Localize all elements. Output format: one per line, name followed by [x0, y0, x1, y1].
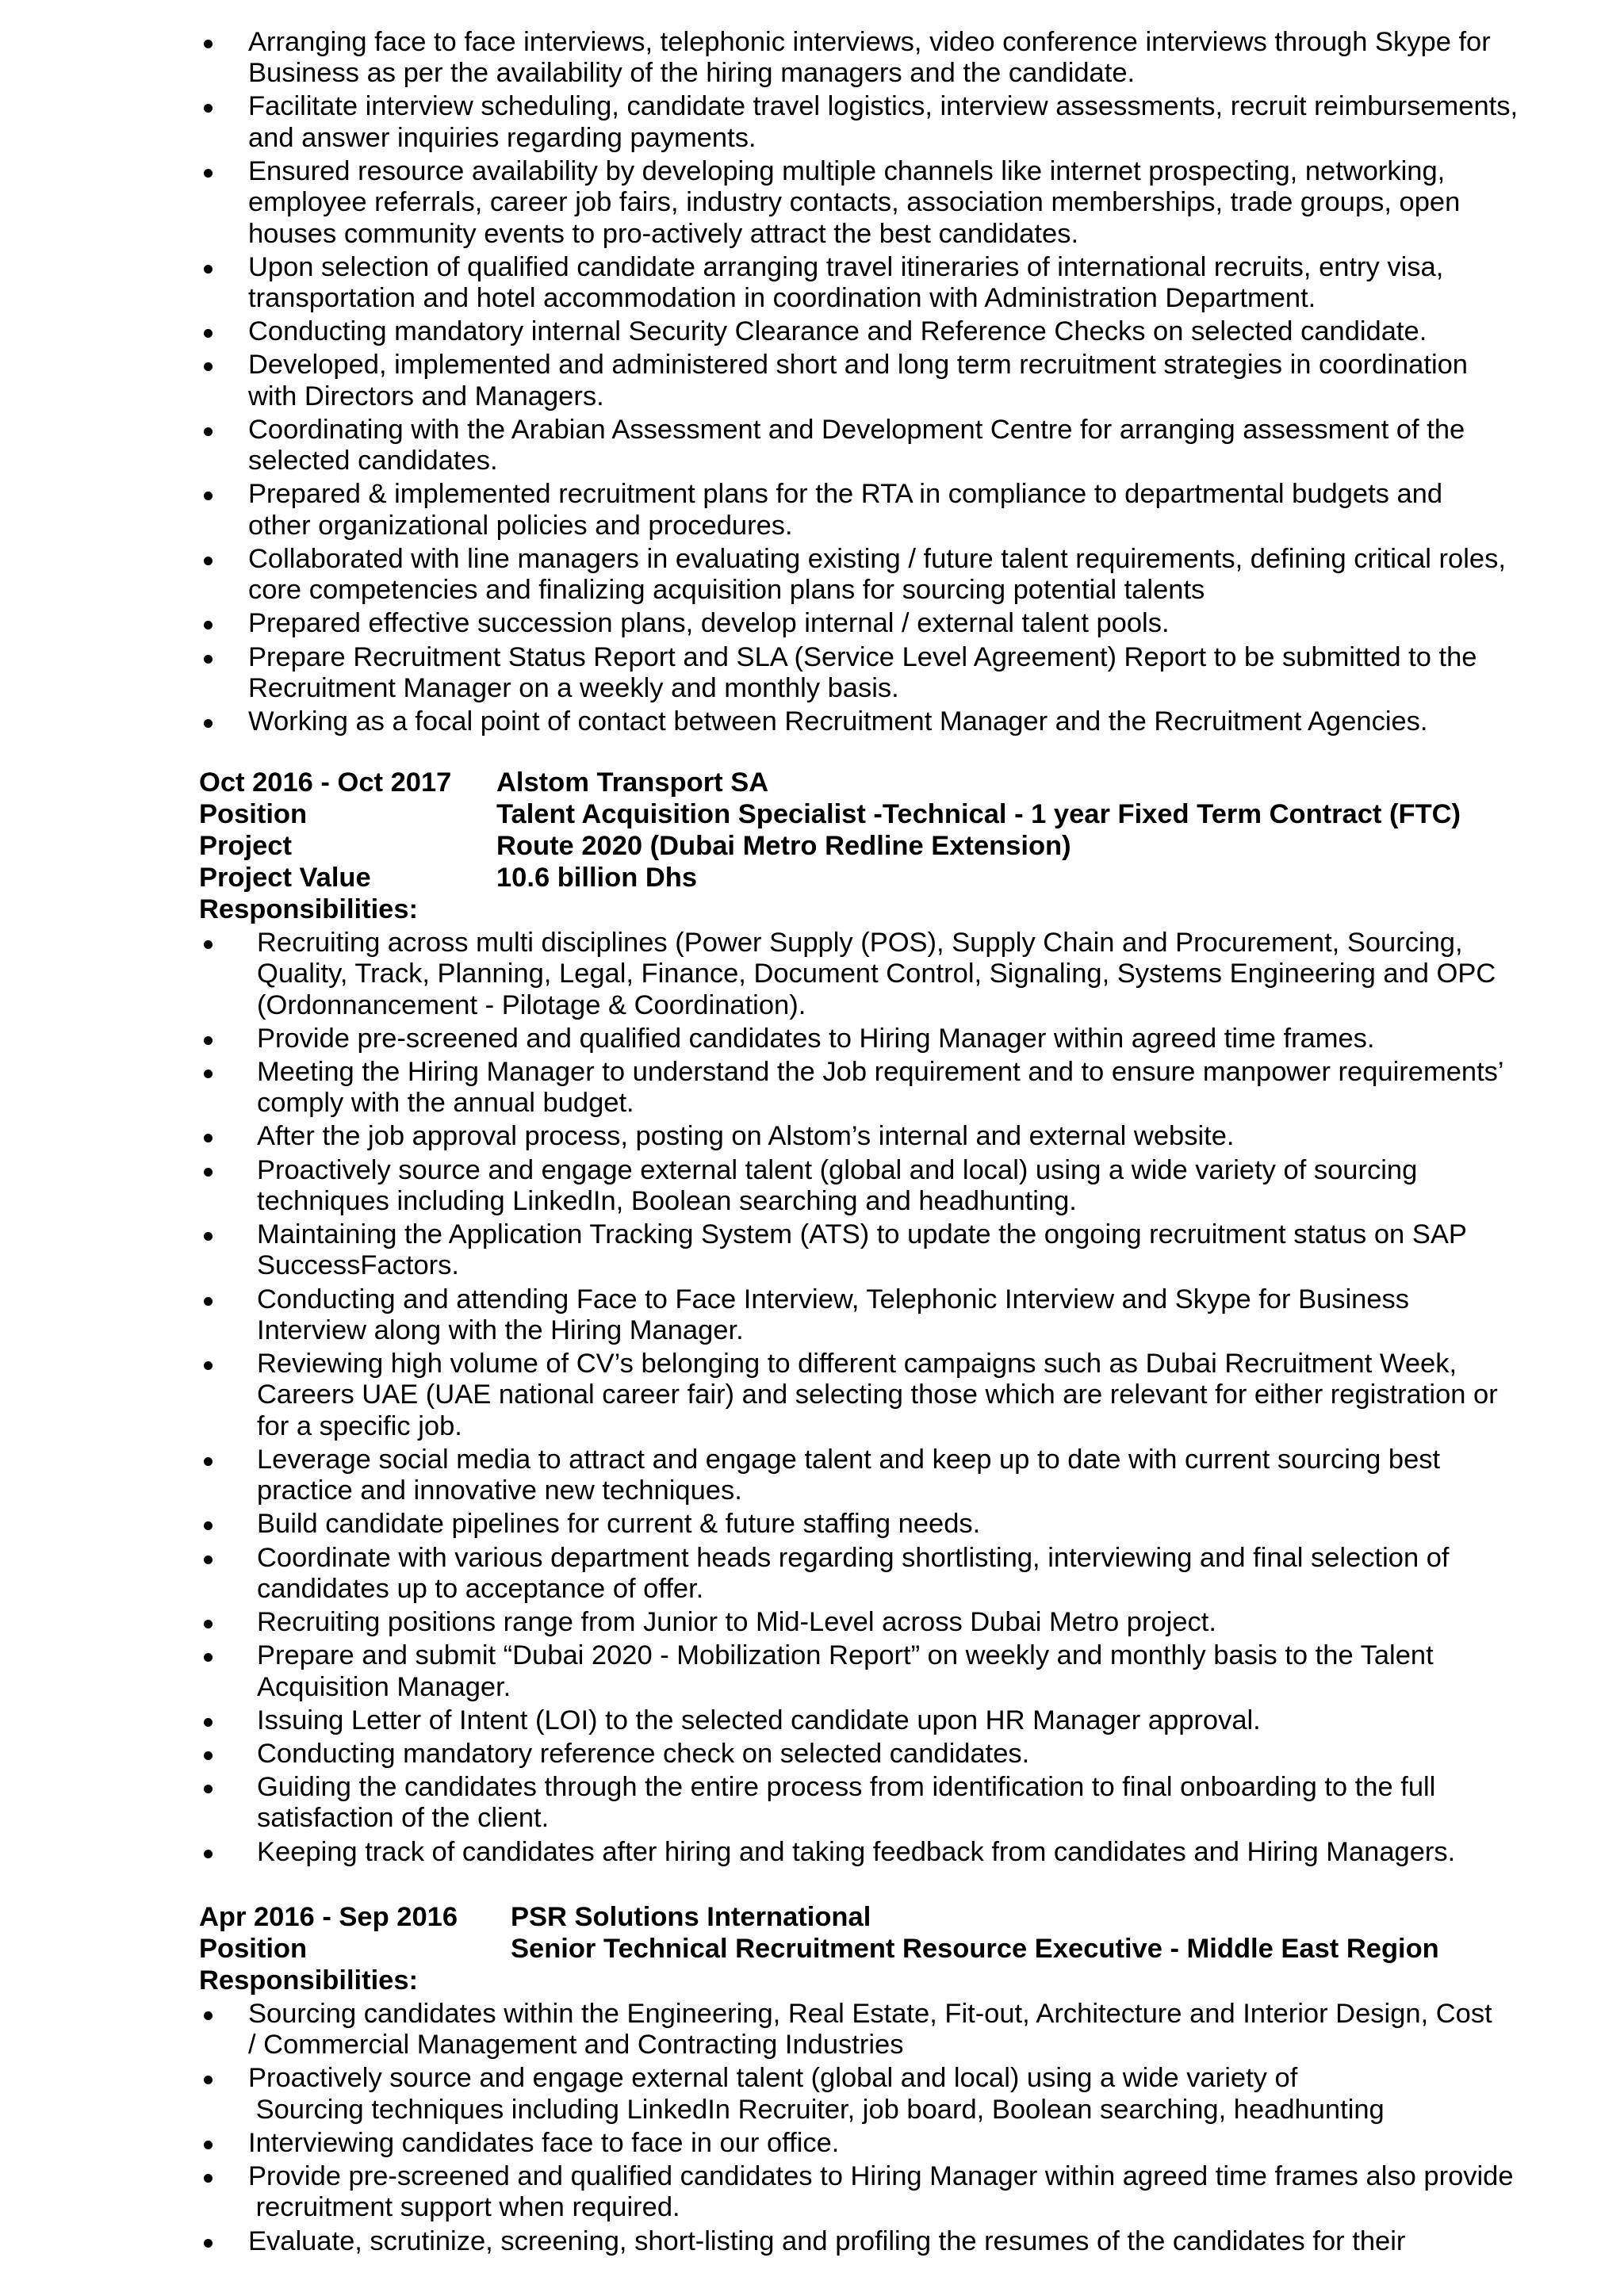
bullet-text-line: techniques including LinkedIn, Boolean searching and headhunting. — [257, 1185, 1077, 1216]
bullet-item — [0, 91, 1624, 154]
position-value: Senior Technical Recruitment Resource Executive - Middle East Region — [511, 1934, 1439, 1964]
bullet-text-line: Leverage social media to attract and engage talent and keep up to date with current sourcing best — [257, 1444, 1441, 1475]
bullet-item — [0, 2128, 1624, 2159]
bullet-text-line: Coordinating with the Arabian Assessment and Development Centre for arranging assessment of the — [248, 414, 1465, 445]
bullet-item — [0, 156, 1624, 250]
bullet-point-icon — [204, 1036, 213, 1045]
bullet-item — [0, 1999, 1624, 2061]
bullet-text-line: Prepared effective succession plans, develop internal / external talent pools. — [248, 608, 1170, 639]
bullet-text-line: Recruitment Manager on a weekly and monthly basis. — [248, 672, 899, 703]
bullet-text-line: selected candidates. — [248, 446, 498, 476]
bullet-item — [0, 350, 1624, 412]
bullet-point-icon — [204, 362, 213, 371]
responsibilities-list — [0, 27, 1624, 737]
bullet-text-line: / Commercial Management and Contracting Industries — [248, 2030, 904, 2061]
bullet-text-line: practice and innovative new techniques. — [257, 1475, 742, 1506]
bullet-item — [0, 2161, 1624, 2224]
job-date-range: Apr 2016 - Sep 2016 — [199, 1902, 458, 1932]
position-label: Position — [199, 1934, 308, 1964]
bullet-point-icon — [204, 329, 213, 338]
bullet-item — [0, 27, 1624, 90]
bullet-point-icon — [204, 621, 213, 629]
bullet-point-icon — [204, 2141, 213, 2149]
bullet-item — [0, 1772, 1624, 1835]
bullet-text-line: other organizational policies and procedures. — [248, 510, 793, 541]
bullet-point-icon — [204, 1297, 213, 1306]
bullet-text-line: Proactively source and engage external talent (global and local) using a wide variety of — [248, 2063, 1298, 2094]
company-name: PSR Solutions International — [511, 1902, 871, 1932]
bullet-point-icon — [204, 1653, 213, 1662]
bullet-point-icon — [204, 1232, 213, 1241]
bullet-point-icon — [204, 1751, 213, 1760]
responsibilities-heading-row — [0, 1965, 1624, 1996]
bullet-item — [0, 2226, 1624, 2257]
bullet-text-line: for a specific job. — [257, 1410, 462, 1441]
experience-entry-psr — [0, 1901, 1624, 2260]
bullet-text-line: Guiding the candidates through the entire process from identification to final onboarding to the full — [257, 1772, 1436, 1803]
bullet-text-line: Quality, Track, Planning, Legal, Finance, Document Control, Signaling, Systems Engineering and OPC — [257, 959, 1496, 989]
bullet-text-line: Build candidate pipelines for current & future staffing needs. — [257, 1509, 981, 1540]
bullet-item — [0, 1155, 1624, 1218]
bullet-text-line: Collaborated with line managers in evaluating existing / future talent requirements, defining critical roles, — [248, 543, 1506, 574]
project-label: Project — [199, 831, 292, 861]
bullet-item — [0, 1284, 1624, 1347]
bullet-text-line: Recruiting positions range from Junior to Mid-Level across Dubai Metro project. — [257, 1607, 1216, 1638]
bullet-text-line: Provide pre-screened and qualified candidates to Hiring Manager within agreed time frames. — [257, 1023, 1375, 1054]
project-value-amount: 10.6 billion Dhs — [496, 863, 698, 893]
project-value: Route 2020 (Dubai Metro Redline Extension) — [496, 831, 1071, 861]
bullet-item — [0, 1349, 1624, 1442]
bullet-text-line: Ensured resource availability by developing multiple channels like internet prospecting, networking, — [248, 155, 1446, 186]
bullet-text-line: transportation and hotel accommodation in coordination with Administration Department. — [248, 283, 1316, 314]
bullet-item — [0, 316, 1624, 347]
bullet-text-line: Business as per the availability of the hiring managers and the candidate. — [248, 58, 1136, 89]
bullet-text-line: After the job approval process, posting on Alstom’s internal and external website. — [257, 1121, 1235, 1152]
bullet-text-line: employee referrals, career job fairs, industry contacts, association memberships, trade groups, open — [248, 187, 1461, 218]
job-date-range: Oct 2016 - Oct 2017 — [199, 767, 452, 798]
bullet-text-line: (Ordonnancement - Pilotage & Coordination). — [257, 989, 806, 1020]
bullet-text-line: core competencies and finalizing acquisition plans for sourcing potential talents — [248, 575, 1205, 606]
responsibilities-heading: Responsibilities: — [199, 1965, 419, 1996]
bullet-point-icon — [204, 1785, 213, 1793]
bullet-point-icon — [204, 427, 213, 436]
bullet-text-line: Reviewing high volume of CV’s belonging to different campaigns such as Dubai Recruitment Week, — [257, 1349, 1457, 1380]
responsibilities-list — [0, 1999, 1624, 2257]
bullet-text-line: Sourcing techniques including LinkedIn Recruiter, job board, Boolean searching, headhunting — [248, 2094, 1385, 2125]
bullet-text-line: Meeting the Hiring Manager to understand the Job requirement and to ensure manpower requirements’ — [257, 1056, 1504, 1087]
bullet-text-line: Upon selection of qualified candidate arranging travel itineraries of international recruits, entry visa, — [248, 251, 1444, 282]
bullet-text-line: Conducting mandatory reference check on selected candidates. — [257, 1738, 1030, 1769]
bullet-text-line: SuccessFactors. — [257, 1250, 459, 1281]
bullet-text-line: Arranging face to face interviews, telephonic interviews, video conference interviews through Skype for — [248, 27, 1491, 57]
position-label: Position — [199, 799, 308, 829]
bullet-item — [0, 928, 1624, 1021]
bullet-text-line: Conducting and attending Face to Face Interview, Telephonic Interview and Skype for Business — [257, 1284, 1410, 1314]
bullet-point-icon — [204, 940, 213, 949]
bullet-text-line: candidates up to acceptance of offer. — [257, 1573, 704, 1604]
bullet-point-icon — [204, 2076, 213, 2084]
bullet-text-line: Facilitate interview scheduling, candidate travel logistics, interview assessments, recruit reimbursements, — [248, 91, 1519, 122]
bullet-item — [0, 608, 1624, 639]
bullet-text-line: Prepared & implemented recruitment plans for the RTA in compliance to departmental budgets and — [248, 479, 1443, 510]
bullet-text-line: recruitment support when required. — [248, 2192, 680, 2223]
responsibilities-heading-row — [0, 894, 1624, 925]
bullet-item — [0, 1705, 1624, 1736]
bullet-item — [0, 1024, 1624, 1054]
bullet-text-line: Developed, implemented and administered short and long term recruitment strategies in coordination — [248, 350, 1468, 381]
bullet-item — [0, 252, 1624, 315]
bullet-item — [0, 1543, 1624, 1605]
bullet-item — [0, 1219, 1624, 1282]
bullet-point-icon — [204, 104, 213, 113]
bullet-point-icon — [204, 1718, 213, 1727]
position-value: Talent Acquisition Specialist -Technical - 1 year Fixed Term Contract (FTC) — [496, 799, 1461, 829]
bullet-text-line: Sourcing candidates within the Engineering, Real Estate, Fit-out, Architecture and Interior Design, Cost — [248, 1999, 1492, 2029]
bullet-text-line: Coordinate with various department heads regarding shortlisting, interviewing and final selection of — [257, 1542, 1450, 1573]
bullet-text-line: Conducting mandatory internal Security Clearance and Reference Checks on selected candidate. — [248, 316, 1427, 347]
responsibilities-list — [0, 928, 1624, 1868]
bullet-text-line: and answer inquiries regarding payments. — [248, 122, 756, 153]
bullet-text-line: Maintaining the Application Tracking System (ATS) to update the ongoing recruitment status on SAP — [257, 1219, 1467, 1250]
bullet-text-line: Issuing Letter of Intent (LOI) to the selected candidate upon HR Manager approval. — [257, 1705, 1261, 1735]
bullet-point-icon — [204, 1361, 213, 1370]
bullet-point-icon — [204, 2011, 213, 2020]
project-value-row — [0, 862, 1624, 894]
bullet-item — [0, 415, 1624, 477]
bullet-item — [0, 1607, 1624, 1638]
bullet-item — [0, 642, 1624, 705]
bullet-point-icon — [204, 655, 213, 664]
experience-entry-continued — [0, 27, 1624, 740]
company-name: Alstom Transport SA — [496, 767, 769, 798]
bullet-point-icon — [204, 1134, 213, 1142]
bullet-text-line: satisfaction of the client. — [257, 1803, 550, 1834]
bullet-point-icon — [204, 557, 213, 565]
bullet-point-icon — [204, 2239, 213, 2248]
bullet-point-icon — [204, 1070, 213, 1078]
bullet-item — [0, 1121, 1624, 1152]
bullet-item — [0, 2063, 1624, 2126]
position-row — [0, 1933, 1624, 1965]
bullet-text-line: Recruiting across multi disciplines (Power Supply (POS), Supply Chain and Procurement, Sourcing, — [257, 928, 1463, 958]
bullet-point-icon — [204, 719, 213, 728]
bullet-point-icon — [204, 1556, 213, 1564]
position-row — [0, 798, 1624, 830]
bullet-point-icon — [204, 1620, 213, 1628]
bullet-item — [0, 1837, 1624, 1868]
bullet-text-line: Careers UAE (UAE national career fair) and selecting those which are relevant for either registration or — [257, 1380, 1498, 1410]
job-header-row — [0, 1901, 1624, 1933]
bullet-point-icon — [204, 40, 213, 48]
bullet-text-line: Evaluate, scrutinize, screening, short-listing and profiling the resumes of the candidates for their — [248, 2225, 1406, 2256]
bullet-point-icon — [204, 1521, 213, 1530]
bullet-text-line: Working as a focal point of contact between Recruitment Manager and the Recruitment Agencies. — [248, 706, 1428, 737]
bullet-point-icon — [204, 492, 213, 500]
bullet-text-line: Prepare and submit “Dubai 2020 - Mobilization Report” on weekly and monthly basis to the Talent — [257, 1640, 1434, 1671]
bullet-text-line: houses community events to pro-actively attract the best candidates. — [248, 218, 1079, 249]
bullet-point-icon — [204, 2174, 213, 2183]
bullet-text-line: Interviewing candidates face to face in our office. — [248, 2127, 840, 2158]
project-row — [0, 830, 1624, 862]
bullet-item — [0, 479, 1624, 541]
bullet-text-line: Acquisition Manager. — [257, 1671, 511, 1702]
bullet-point-icon — [204, 1850, 213, 1858]
bullet-text-line: Interview along with the Hiring Manager. — [257, 1314, 744, 1345]
bullet-text-line: with Directors and Managers. — [248, 381, 604, 411]
bullet-text-line: Provide pre-screened and qualified candidates to Hiring Manager within agreed time frames also provide — [248, 2161, 1514, 2192]
bullet-item — [0, 1739, 1624, 1770]
bullet-point-icon — [204, 169, 213, 178]
bullet-item — [0, 1445, 1624, 1507]
bullet-text-line: Prepare Recruitment Status Report and SLA (Service Level Agreement) Report to be submitted to the — [248, 641, 1477, 672]
bullet-point-icon — [204, 1457, 213, 1466]
project-value-label: Project Value — [199, 863, 371, 893]
bullet-item — [0, 706, 1624, 737]
bullet-item — [0, 544, 1624, 607]
bullet-point-icon — [204, 265, 213, 274]
job-header-row — [0, 767, 1624, 798]
bullet-text-line: comply with the annual budget. — [257, 1088, 634, 1119]
bullet-item — [0, 1509, 1624, 1540]
bullet-item — [0, 1057, 1624, 1119]
bullet-item — [0, 1640, 1624, 1703]
bullet-text-line: Proactively source and engage external talent (global and local) using a wide variety of sourcing — [257, 1154, 1418, 1185]
responsibilities-heading: Responsibilities: — [199, 894, 419, 924]
experience-entry-alstom — [0, 767, 1624, 1870]
bullet-text-line: Keeping track of candidates after hiring and taking feedback from candidates and Hiring Managers. — [257, 1836, 1456, 1867]
bullet-point-icon — [204, 1168, 213, 1177]
